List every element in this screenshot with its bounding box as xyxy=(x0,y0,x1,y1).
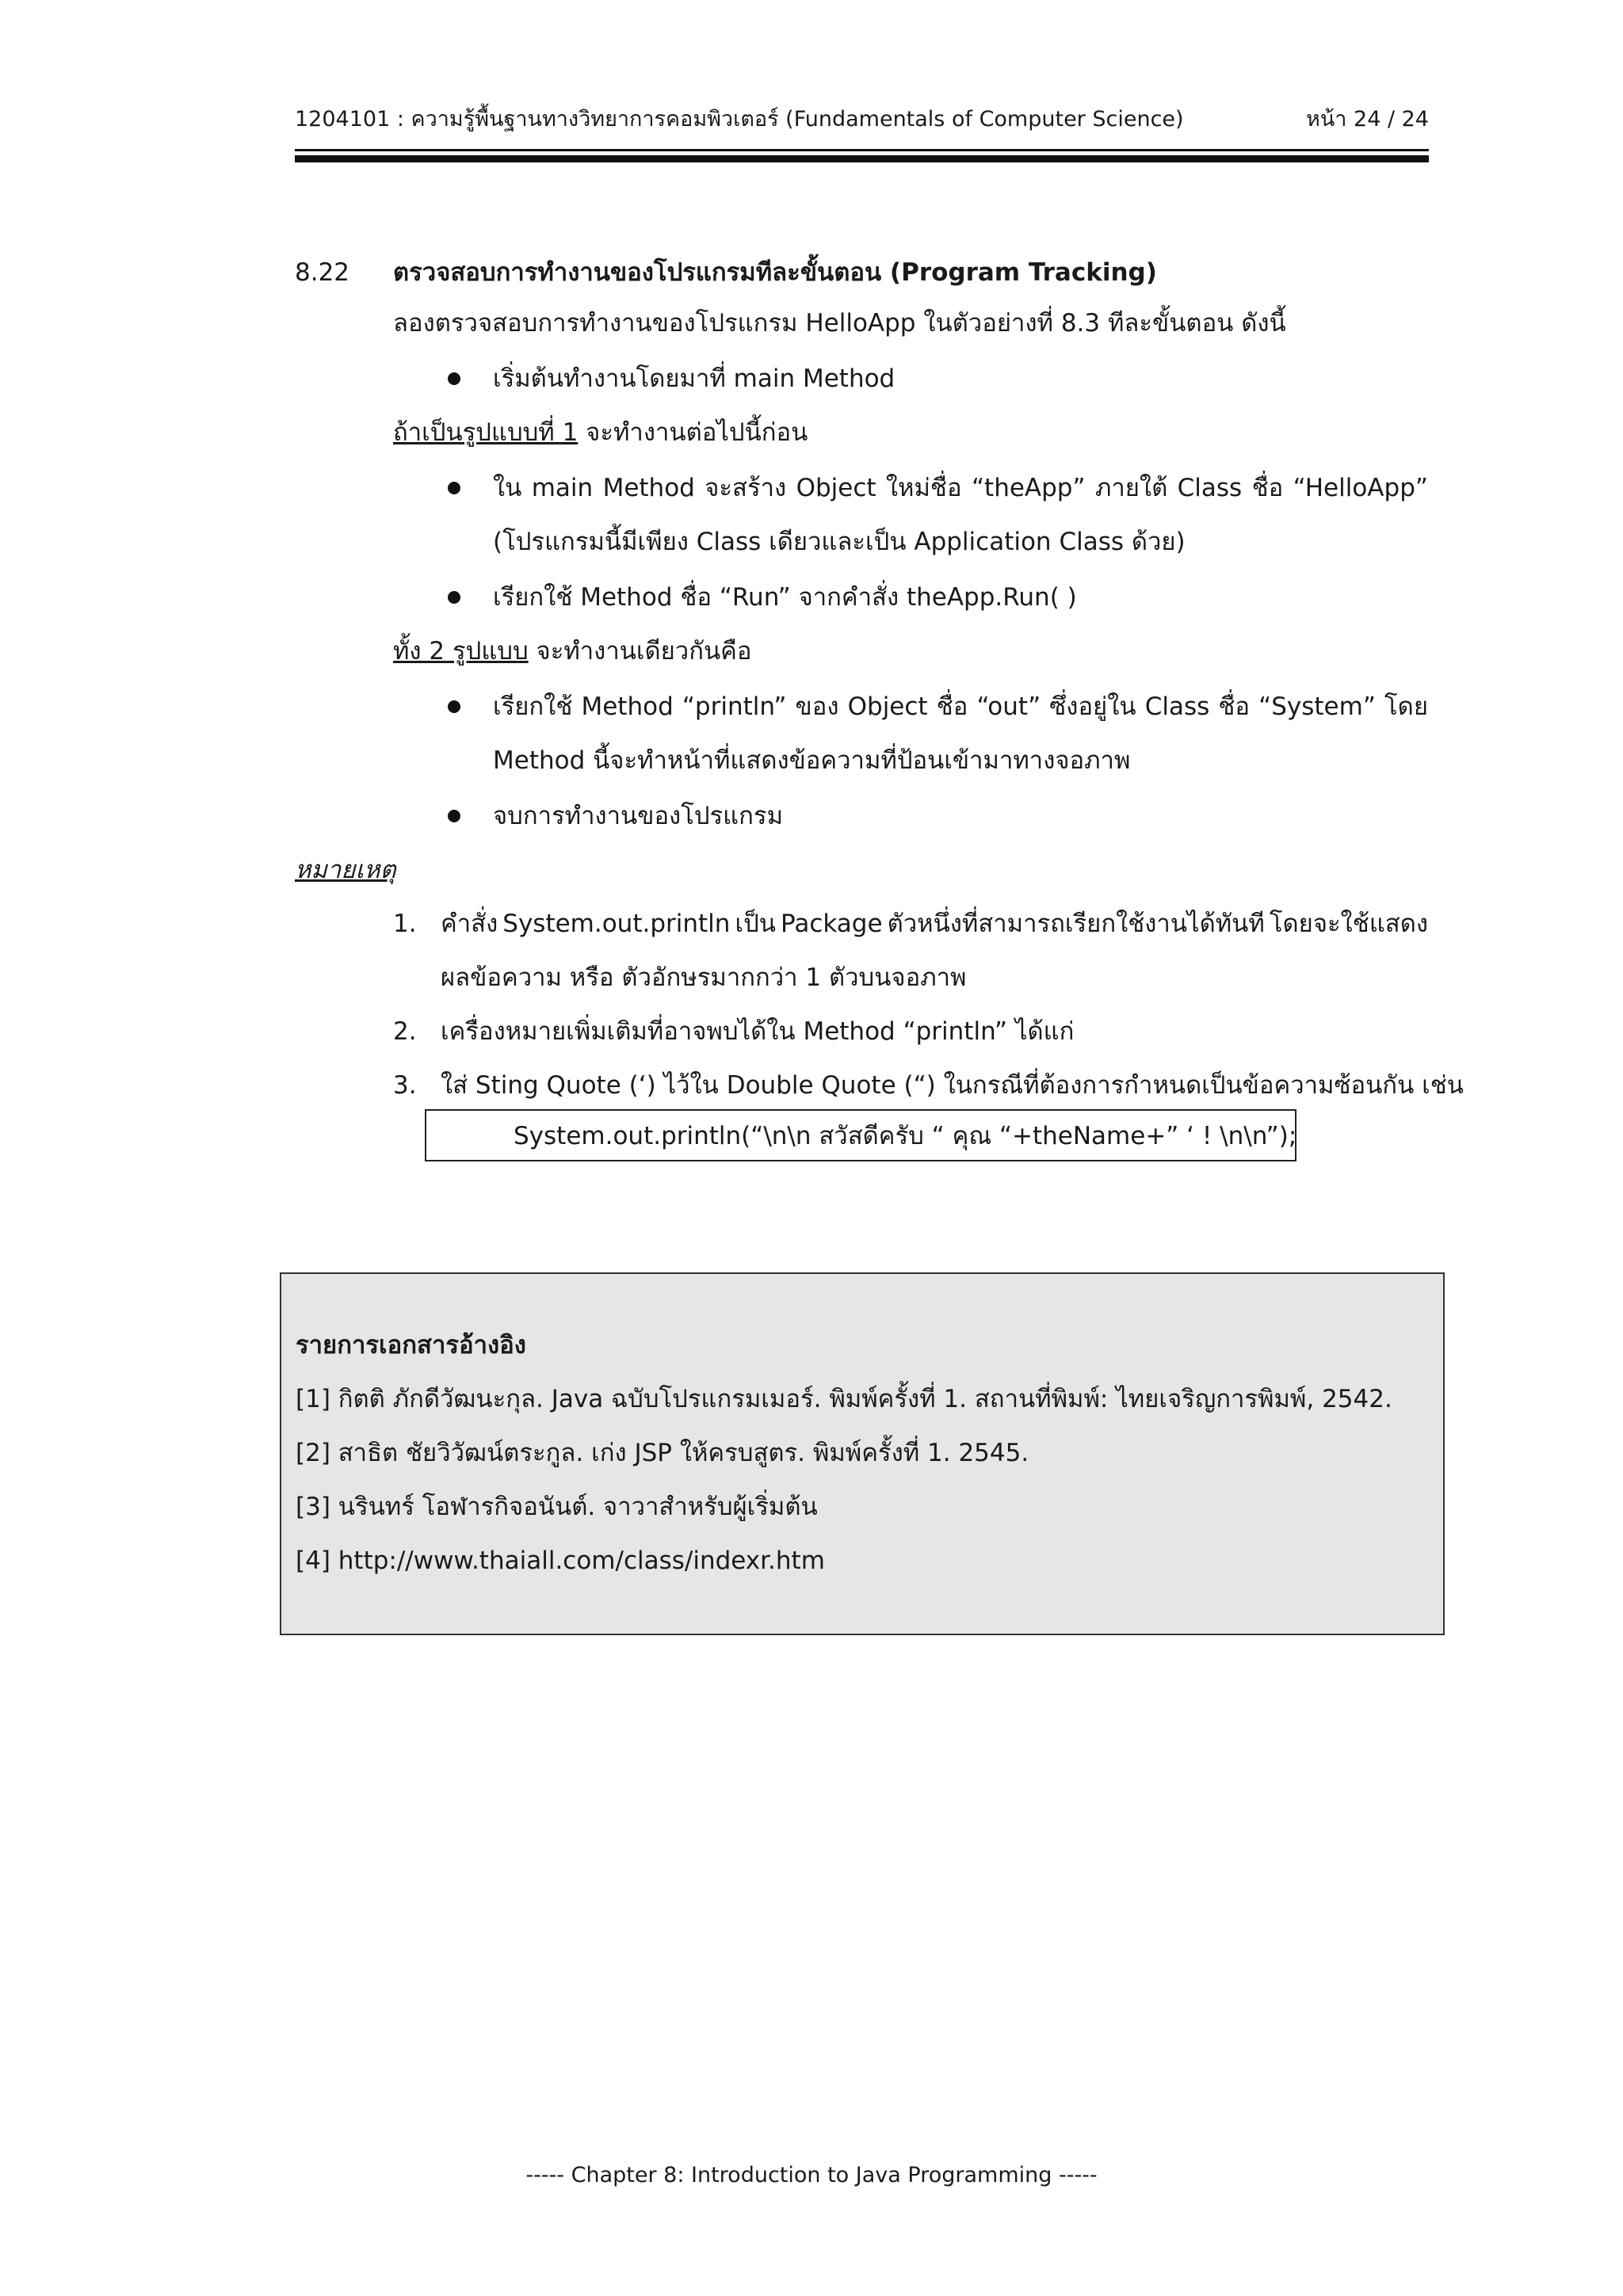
word: ชื่อ xyxy=(1218,692,1251,721)
code-example: System.out.println(“\n\n สวัสดีครับ “ คุณ “+theName+” ‘ ! \n\n”); xyxy=(514,1122,1297,1150)
word: ตัวหนึ่งที่สามารถเรียกใช้งานได้ทันที xyxy=(887,910,1265,938)
note2-number: 2. xyxy=(393,1017,417,1046)
bullet-dot xyxy=(448,810,460,822)
note1-line1 xyxy=(441,906,1428,941)
word: โดยจะใช้แสดง xyxy=(1269,910,1428,938)
header-rule-thin xyxy=(295,149,1429,151)
both-heading-line xyxy=(393,634,752,669)
word: จะสร้าง xyxy=(705,474,787,502)
code-example-box xyxy=(425,1109,1296,1161)
word: Method xyxy=(602,474,695,502)
page-number: หน้า 24 / 24 xyxy=(1306,107,1429,132)
word: เป็น xyxy=(735,910,776,938)
note1-number: 1. xyxy=(393,910,417,938)
bullet-dot xyxy=(448,372,460,385)
reference-item: [4] http://www.thaiall.com/class/indexr.htm xyxy=(296,1547,825,1575)
course-title: 1204101 : ความรู้พื้นฐานทางวิทยาการคอมพิวเตอร์ (Fundamentals of Computer Science) xyxy=(295,107,1184,132)
note2-text: เครื่องหมายเพิ่มเติมที่อาจพบได้ใน Method “println” ได้แก่ xyxy=(441,1017,1075,1046)
word: ใหม่ชื่อ xyxy=(885,474,962,502)
page-footer: ----- Chapter 8: Introduction to Java Programming ----- xyxy=(525,2163,1098,2187)
form1-bullet2-text: เรียกใช้ Method ชื่อ “Run” จากคำสั่ง theApp.Run( ) xyxy=(493,583,1077,612)
bullet-dot xyxy=(448,482,460,494)
word: “System” xyxy=(1258,692,1376,721)
note3-number: 3. xyxy=(393,1071,417,1100)
both-bullet1-line1 xyxy=(493,689,1428,724)
word: “theApp” xyxy=(971,474,1086,502)
reference-item: [3] นรินทร์ โอฬารกิจอนันต์. จาวาสำหรับผู้เริ่มต้น xyxy=(296,1493,818,1521)
page-header xyxy=(295,101,1429,133)
reference-item: [2] สาธิต ชัยวิวัฒน์ตระกูล. เก่ง JSP ให้ครบสูตร. พิมพ์ครั้งที่ 1. 2545. xyxy=(296,1439,1029,1467)
word: เรียกใช้ xyxy=(493,692,573,721)
word: Object xyxy=(847,692,928,721)
word: ชื่อ xyxy=(1251,474,1284,502)
form1-heading-suffix: จะทำงานต่อไปนี้ก่อน xyxy=(578,418,808,447)
word: “HelloApp” xyxy=(1293,474,1428,502)
word: Class xyxy=(1177,474,1243,502)
word: ภายใต้ xyxy=(1094,474,1168,502)
word: ซึ่งอยู่ใน xyxy=(1049,692,1136,721)
word: Object xyxy=(796,474,876,502)
references-title: รายการเอกสารอ้างอิง xyxy=(296,1331,526,1360)
word: System.out.println xyxy=(502,910,731,938)
word: “out” xyxy=(976,692,1041,721)
section-intro: ลองตรวจสอบการทำงานของโปรแกรม HelloApp ในตัวอย่างที่ 8.3 ทีละขั้นตอน ดังนี้ xyxy=(393,309,1286,338)
both-heading-suffix: จะทำงานเดียวกันคือ xyxy=(528,637,752,666)
note3-text: ใส่ Sting Quote (‘) ไว้ใน Double Quote (“) ในกรณีที่ต้องการกำหนดเป็นข้อความซ้อนกัน เช่น xyxy=(441,1071,1464,1100)
notes-heading: หมายเหตุ xyxy=(295,856,396,884)
form1-heading-line xyxy=(393,415,808,450)
section-number: 8.22 xyxy=(295,258,350,287)
word: main xyxy=(531,474,594,502)
header-rule-thick xyxy=(295,155,1429,162)
bullet-dot xyxy=(448,700,460,713)
start-bullet-text: เริ่มต้นทำงานโดยมาที่ main Method xyxy=(493,364,896,393)
note1-line2: ผลข้อความ หรือ ตัวอักษรมากกว่า 1 ตัวบนจอภาพ xyxy=(441,963,967,992)
word: “println” xyxy=(682,692,787,721)
both-bullet1-line2: Method นี้จะทำหน้าที่แสดงข้อความที่ป้อนเข้ามาทางจอภาพ xyxy=(493,746,1131,775)
references-box xyxy=(280,1272,1445,1635)
form1-bullet1-line1 xyxy=(493,471,1428,505)
word: Method xyxy=(581,692,674,721)
word: Class xyxy=(1144,692,1210,721)
both-bullet2-text: จบการทำงานของโปรแกรม xyxy=(493,802,784,830)
word: ใน xyxy=(493,474,522,502)
form1-bullet1-line2: (โปรแกรมนี้มีเพียง Class เดียวและเป็น Application Class ด้วย) xyxy=(493,528,1186,556)
reference-item: [1] กิตติ ภักดีวัฒนะกุล. Java ฉบับโปรแกรมเมอร์. พิมพ์ครั้งที่ 1. สถานที่พิมพ์: ไทยเจริญการพิมพ์, 2542. xyxy=(296,1385,1392,1413)
word: คำสั่ง xyxy=(441,910,498,938)
word: Package xyxy=(781,910,883,938)
both-heading: ทั้ง 2 รูปแบบ xyxy=(393,637,529,666)
word: ชื่อ xyxy=(936,692,968,721)
section-title: ตรวจสอบการทำงานของโปรแกรมทีละขั้นตอน (Program Tracking) xyxy=(393,258,1157,287)
word: โดย xyxy=(1384,692,1428,721)
bullet-dot xyxy=(448,591,460,604)
word: ของ xyxy=(795,692,839,721)
form1-heading: ถ้าเป็นรูปแบบที่ 1 xyxy=(393,418,579,447)
